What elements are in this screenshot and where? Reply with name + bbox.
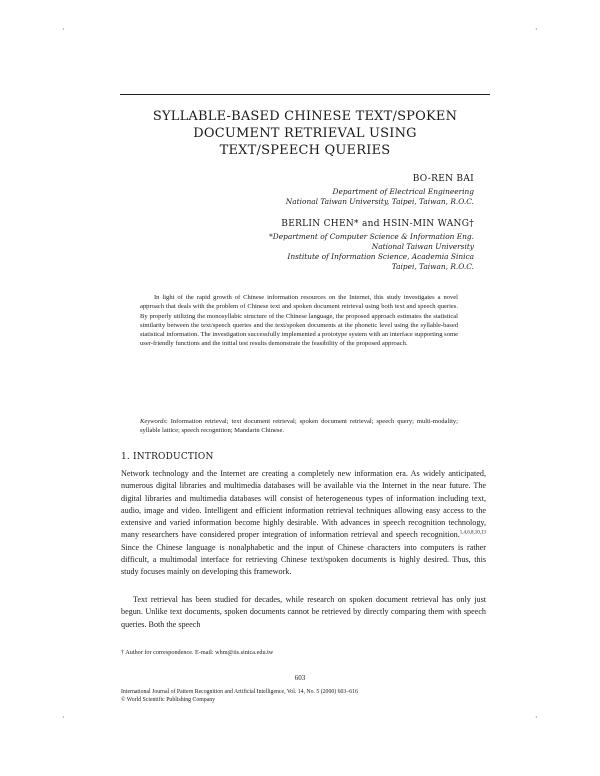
paper-title (120, 108, 490, 159)
page-number: 603 (294, 674, 306, 682)
affiliation-1-line-1: Department of Electrical Engineering (332, 187, 474, 196)
author-block-1 (286, 174, 474, 207)
affiliation-2-line-3: Institute of Information Science, Academia Sinica (287, 252, 474, 261)
intro-paragraph-1 (121, 468, 486, 579)
title-line-1: SYLLABLE-BASED CHINESE TEXT/SPOKEN (152, 109, 458, 124)
crop-mark-bottom-right: · (535, 713, 538, 722)
affiliation-2-line-1: *Department of Computer Science & Information Eng. (269, 232, 474, 241)
crop-mark-top-left: · (62, 25, 65, 34)
affiliation-2-line-4: Taipei, Taiwan, R.O.C. (391, 262, 474, 271)
abstract: In light of the rapid growth of Chinese information resources on the Internet, this study investigates a novel approach that deals with the problem of Chinese text and spoken document retrieval using both text and speech queries. By properly utilizing the monosyllabic structure of the Chinese language, the proposed approach estimates the statistical similarity between the text/speech queries and the text/spoken documents at the phonetic level using the syllable-based statistical information. The investigation successfully implemented a prototype system with an interface supporting some user-friendly functions and the initial test results demonstrate the feasibility of the proposed approach. (140, 294, 458, 348)
footnote: † Author for correspondence. E-mail: whm@iis.sinica.edu.tw (121, 649, 274, 656)
intro-paragraph-1-part-b: Since the Chinese language is nonalphabetic and the input of Chinese characters into computers is rather difficult, a multimodal interface for retrieving Chinese text/spoken documents is highly desired. Thus, this study focuses mainly on developing this framework. (121, 542, 486, 577)
affiliation-2-line-2: National Taiwan University (371, 242, 474, 251)
author-block-2 (269, 219, 474, 272)
keywords-text: : Information retrieval; text document retrieval; spoken document retrieval; speech query; multi-modality; syllable lattice; speech recognition; Mandarin Chinese. (140, 418, 458, 435)
journal-line-2: © World Scientific Publishing Company (121, 697, 216, 703)
title-line-2: DOCUMENT RETRIEVAL USING (193, 126, 417, 141)
crop-mark-bottom-left: · (62, 713, 65, 722)
author-names-2: BERLIN CHEN* and HSIN-MIN WANG† (281, 219, 474, 229)
keywords-label: Keywords (140, 418, 166, 425)
header-rule (120, 94, 490, 95)
crop-mark-top-right: · (535, 25, 538, 34)
author-name-1: BO-REN BAI (412, 174, 474, 184)
title-line-3: TEXT/SPEECH QUERIES (219, 143, 391, 158)
journal-line-1: International Journal of Pattern Recognition and Artificial Intelligence, Vol. 14, No. 5 (2000) 603–616 (121, 689, 358, 695)
affiliation-1-line-2: National Taiwan University, Taipei, Taiwan, R.O.C. (285, 197, 474, 206)
journal-info (121, 688, 358, 704)
intro-paragraph-2: Text retrieval has been studied for decades, while research on spoken document retrieval has only just begun. Unlike text documents, spoken documents cannot be retrieved by directly comparing them with speech queries. Both the speech (121, 595, 486, 629)
intro-paragraph-1-part-a: Network technology and the Internet are creating a completely new information era. As widely anticipated, numerous digital libraries and multimedia databases will be available via the Internet in the near future. The digital libraries and multimedia databases will consist of heterogeneous types of information including text, audio, image and video. Intelligent and efficient information retrieval techniques allowing easy access to the extensive and varied information become highly desirable. With advances in speech recognition technology, many researchers have considered proper integration of information retrieval and speech recognition. (121, 469, 486, 540)
citation-superscript: 1,4,6,8,10,13 (459, 530, 486, 536)
section-heading-introduction: 1. INTRODUCTION (121, 452, 214, 462)
keywords (140, 417, 458, 436)
